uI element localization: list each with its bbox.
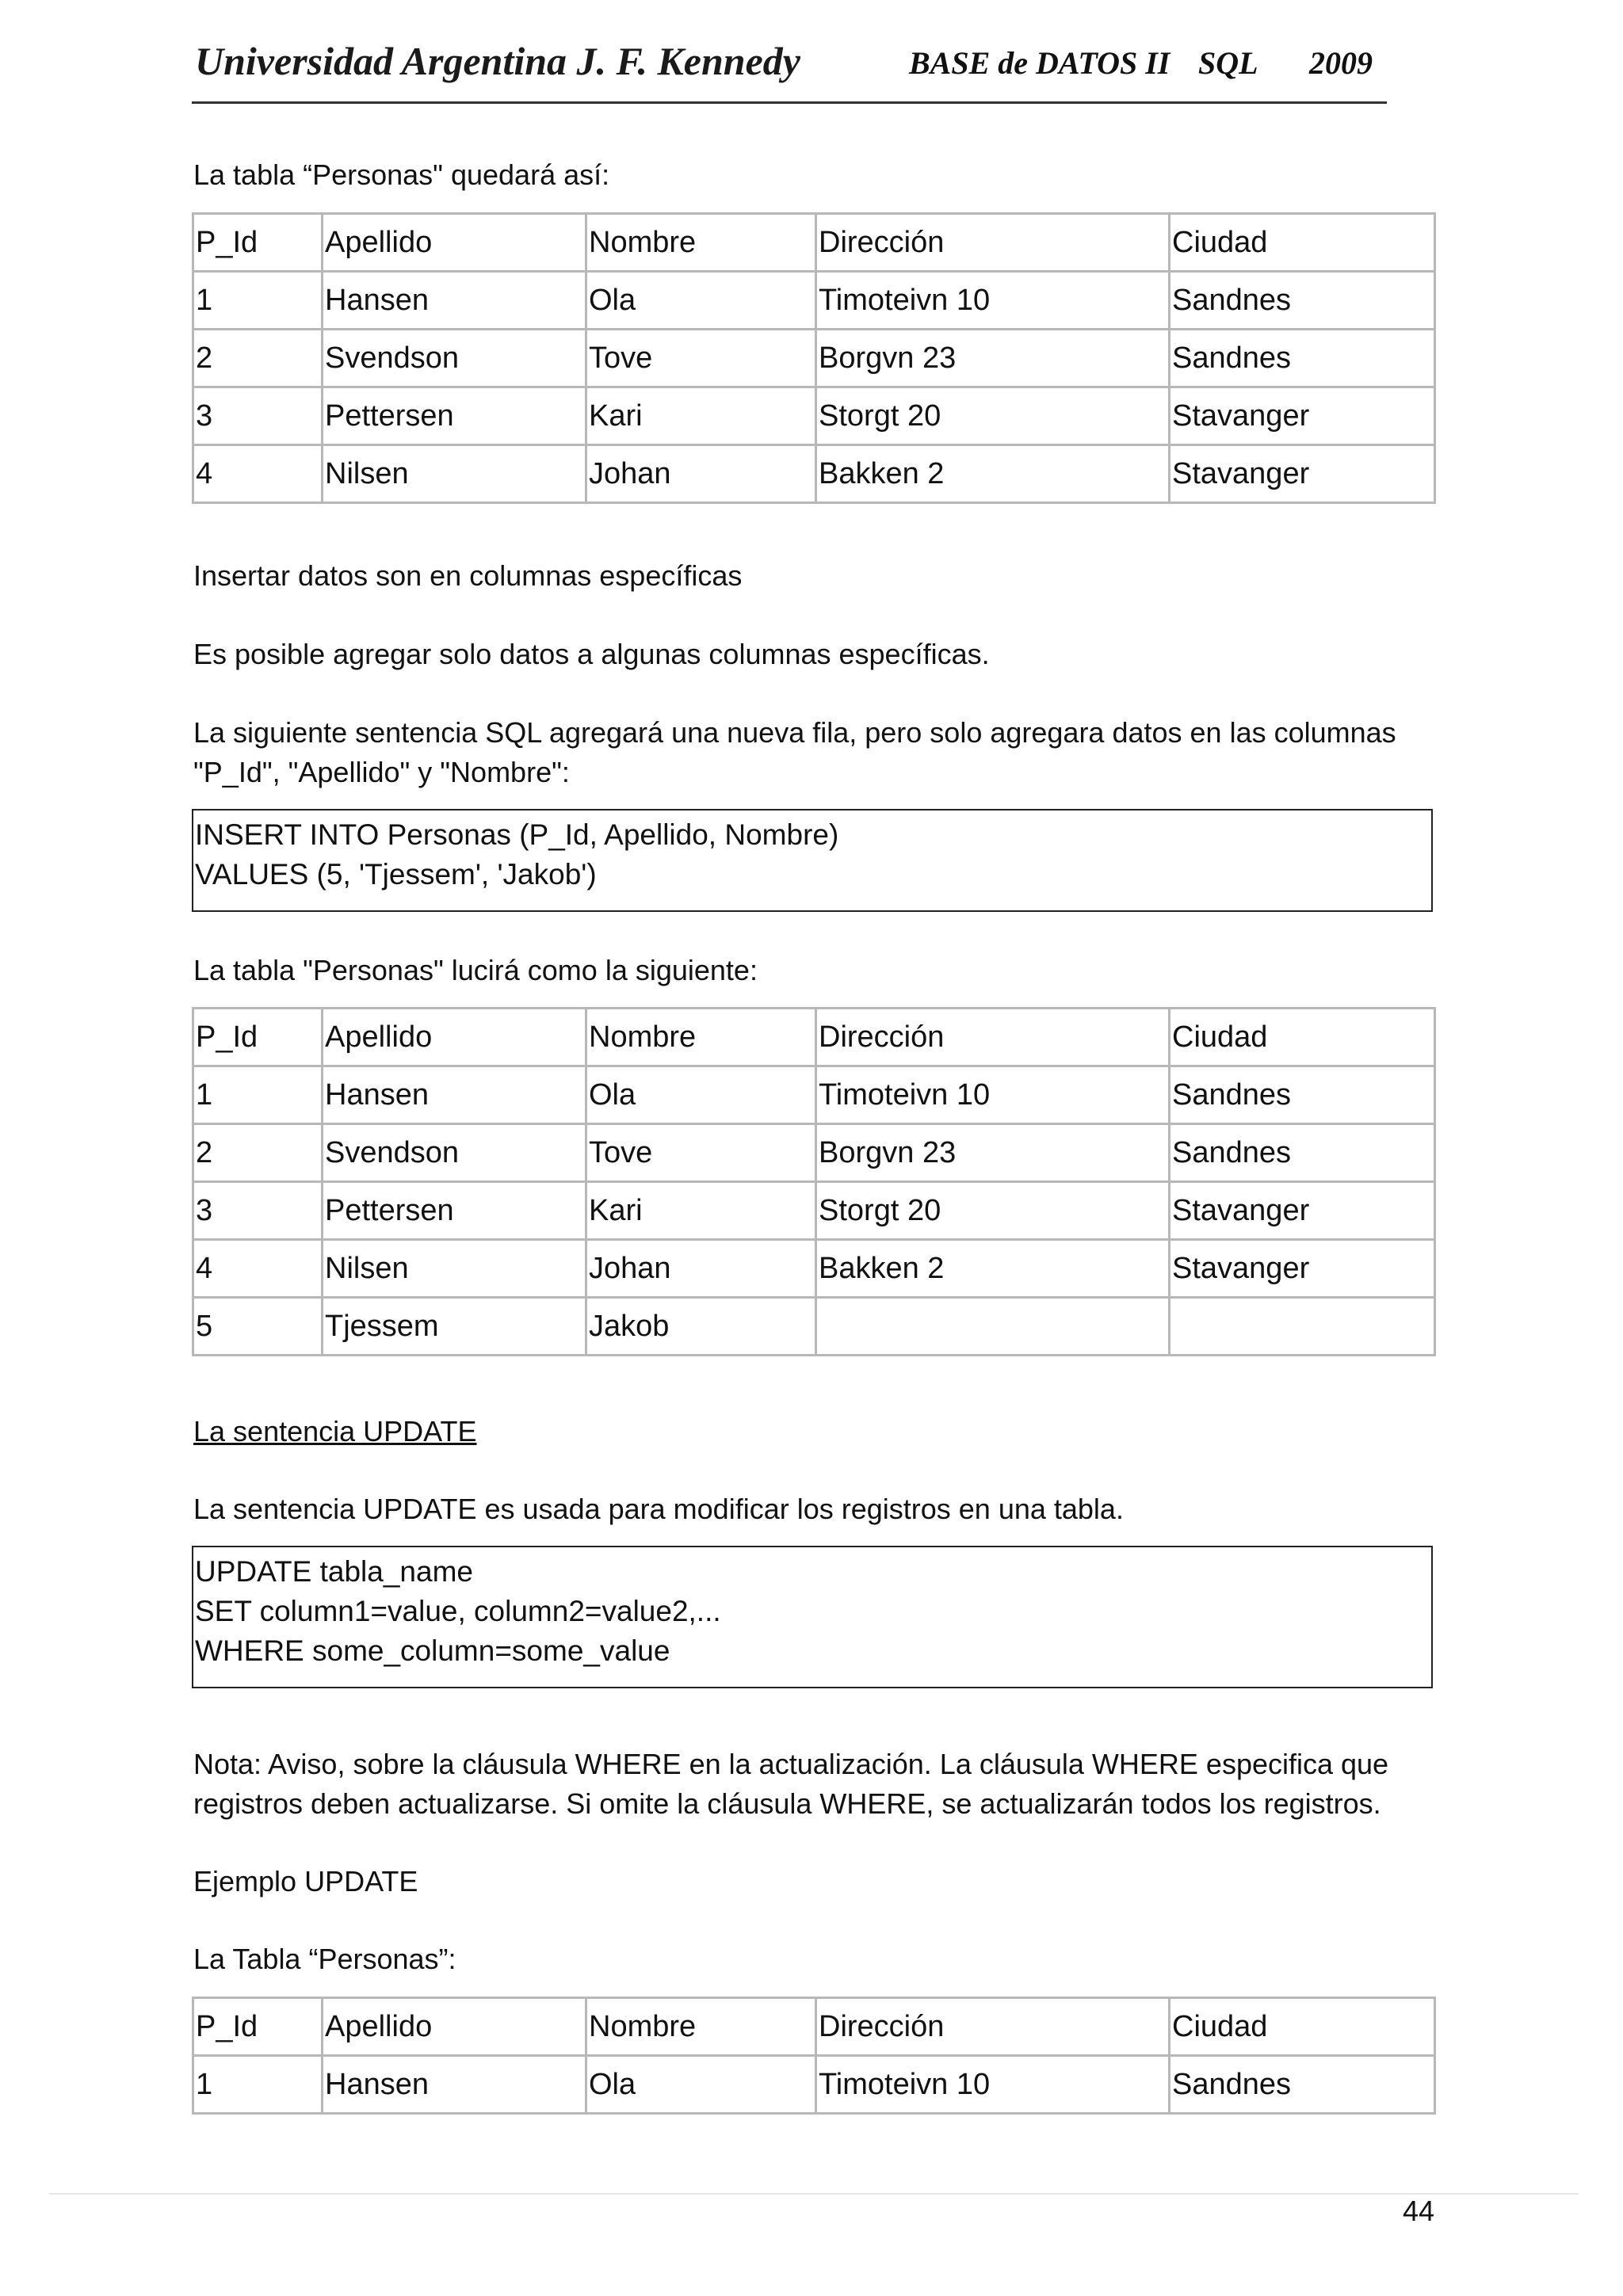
- table-cell: Pettersen: [323, 387, 586, 445]
- table-row: [193, 2056, 1435, 2114]
- table-cell: Kari: [586, 1182, 816, 1240]
- table-cell: Johan: [586, 1240, 816, 1298]
- table-cell: Ciudad: [1170, 214, 1435, 272]
- table-cell: Sandnes: [1170, 2056, 1435, 2114]
- table-row: [193, 1240, 1435, 1298]
- table-cell: Ola: [586, 272, 816, 330]
- table-cell: Svendson: [323, 1124, 586, 1182]
- table-cell: Sandnes: [1170, 330, 1435, 387]
- code-update-line-3: WHERE some_column=some_value: [195, 1634, 670, 1667]
- table-cell: Storgt 20: [816, 387, 1170, 445]
- table-cell: 4: [193, 1240, 323, 1298]
- table-cell: Apellido: [323, 214, 586, 272]
- table-cell: Bakken 2: [816, 1240, 1170, 1298]
- para-possible: Es posible agregar solo datos a algunas columnas específicas.: [193, 638, 990, 670]
- table-cell: [816, 1298, 1170, 1356]
- code-update: [192, 1546, 1433, 1688]
- code-insert-line-2: VALUES (5, 'Tjessem', 'Jakob'): [195, 858, 597, 891]
- footer-divider: [49, 2193, 1579, 2195]
- table-cell: 3: [193, 387, 323, 445]
- table-cell: P_Id: [193, 1009, 323, 1066]
- table-row: [193, 330, 1435, 387]
- table-cell: 4: [193, 445, 323, 503]
- table-cell: 5: [193, 1298, 323, 1356]
- code-insert-line-1: INSERT INTO Personas (P_Id, Apellido, Nombre): [195, 818, 839, 851]
- table-cell: Pettersen: [323, 1182, 586, 1240]
- table-cell: Stavanger: [1170, 387, 1435, 445]
- table-header-row: [193, 1009, 1435, 1066]
- table-cell: 2: [193, 1124, 323, 1182]
- course-name: BASE de DATOS II: [909, 45, 1170, 81]
- table-row: [193, 445, 1435, 503]
- table-cell: Svendson: [323, 330, 586, 387]
- table-cell: Apellido: [323, 1998, 586, 2056]
- table-row: [193, 1182, 1435, 1240]
- table-cell: P_Id: [193, 1998, 323, 2056]
- example-heading: Ejemplo UPDATE: [193, 1865, 418, 1897]
- table-cell: Ciudad: [1170, 1998, 1435, 2056]
- subject-name: SQL: [1198, 45, 1258, 81]
- table-cell: Hansen: [323, 1066, 586, 1124]
- table-cell: Sandnes: [1170, 272, 1435, 330]
- personas-table-2: [192, 1007, 1436, 1356]
- table-header-row: [193, 1998, 1435, 2056]
- note-line-1: Nota: Aviso, sobre la cláusula WHERE en la actualización. La cláusula WHERE especifica que: [193, 1748, 1389, 1780]
- section-specific-columns: Insertar datos son en columnas específicas: [193, 559, 743, 592]
- table-cell: Sandnes: [1170, 1066, 1435, 1124]
- table-cell: Johan: [586, 445, 816, 503]
- personas-table-3: [192, 1997, 1436, 2115]
- table-cell: Hansen: [323, 272, 586, 330]
- code-insert: [192, 809, 1433, 912]
- header-year: 2009: [1309, 45, 1373, 81]
- page-number: 44: [1403, 2195, 1435, 2227]
- table-row: [193, 1124, 1435, 1182]
- table-cell: Tove: [586, 330, 816, 387]
- table-cell: Dirección: [816, 1009, 1170, 1066]
- table-cell: Ola: [586, 1066, 816, 1124]
- code-update-line-1: UPDATE tabla_name: [195, 1555, 473, 1588]
- table-cell: 1: [193, 272, 323, 330]
- table3-intro: La Tabla “Personas”:: [193, 1943, 456, 1975]
- table-cell: Borgvn 23: [816, 330, 1170, 387]
- table-cell: Borgvn 23: [816, 1124, 1170, 1182]
- table-cell: Storgt 20: [816, 1182, 1170, 1240]
- table-cell: 1: [193, 1066, 323, 1124]
- table-cell: P_Id: [193, 214, 323, 272]
- table-cell: Stavanger: [1170, 1182, 1435, 1240]
- table-cell: 3: [193, 1182, 323, 1240]
- table-header-row: [193, 214, 1435, 272]
- table-cell: Apellido: [323, 1009, 586, 1066]
- note-line-2: registros deben actualizarse. Si omite la cláusula WHERE, se actualizarán todos los registros.: [193, 1787, 1381, 1820]
- table-cell: Jakob: [586, 1298, 816, 1356]
- table-row: [193, 387, 1435, 445]
- table-cell: Ciudad: [1170, 1009, 1435, 1066]
- table-cell: Nombre: [586, 1998, 816, 2056]
- table-cell: Nombre: [586, 214, 816, 272]
- table-row: [193, 1298, 1435, 1356]
- page-header: [192, 35, 1387, 104]
- table-cell: Timoteivn 10: [816, 272, 1170, 330]
- update-heading: La sentencia UPDATE: [193, 1415, 477, 1447]
- table-cell: Nilsen: [323, 1240, 586, 1298]
- update-description: La sentencia UPDATE es usada para modificar los registros en una tabla.: [193, 1493, 1124, 1525]
- table-cell: Nilsen: [323, 445, 586, 503]
- university-name: Universidad Argentina J. F. Kennedy: [195, 39, 800, 83]
- table-cell: Ola: [586, 2056, 816, 2114]
- table-cell: Nombre: [586, 1009, 816, 1066]
- table-cell: Tjessem: [323, 1298, 586, 1356]
- para-following-2: "P_Id", "Apellido" y "Nombre":: [193, 756, 570, 788]
- table-cell: Kari: [586, 387, 816, 445]
- personas-table-1: [192, 212, 1436, 504]
- table2-intro: La tabla "Personas" lucirá como la siguiente:: [193, 954, 758, 986]
- table-row: [193, 272, 1435, 330]
- table-cell: Timoteivn 10: [816, 1066, 1170, 1124]
- table-cell: Bakken 2: [816, 445, 1170, 503]
- table-cell: 1: [193, 2056, 323, 2114]
- table-cell: Tove: [586, 1124, 816, 1182]
- table-cell: Stavanger: [1170, 1240, 1435, 1298]
- para-following-1: La siguiente sentencia SQL agregará una nueva fila, pero solo agregara datos en las columnas: [193, 716, 1396, 749]
- table-cell: Timoteivn 10: [816, 2056, 1170, 2114]
- code-update-line-2: SET column1=value, column2=value2,...: [195, 1595, 721, 1627]
- table-cell: Dirección: [816, 1998, 1170, 2056]
- table-row: [193, 1066, 1435, 1124]
- table-cell: Hansen: [323, 2056, 586, 2114]
- table-cell: 2: [193, 330, 323, 387]
- table-cell: Sandnes: [1170, 1124, 1435, 1182]
- table-cell: Stavanger: [1170, 445, 1435, 503]
- table-cell: Dirección: [816, 214, 1170, 272]
- table-cell: [1170, 1298, 1435, 1356]
- table1-intro: La tabla “Personas" quedará así:: [193, 158, 610, 191]
